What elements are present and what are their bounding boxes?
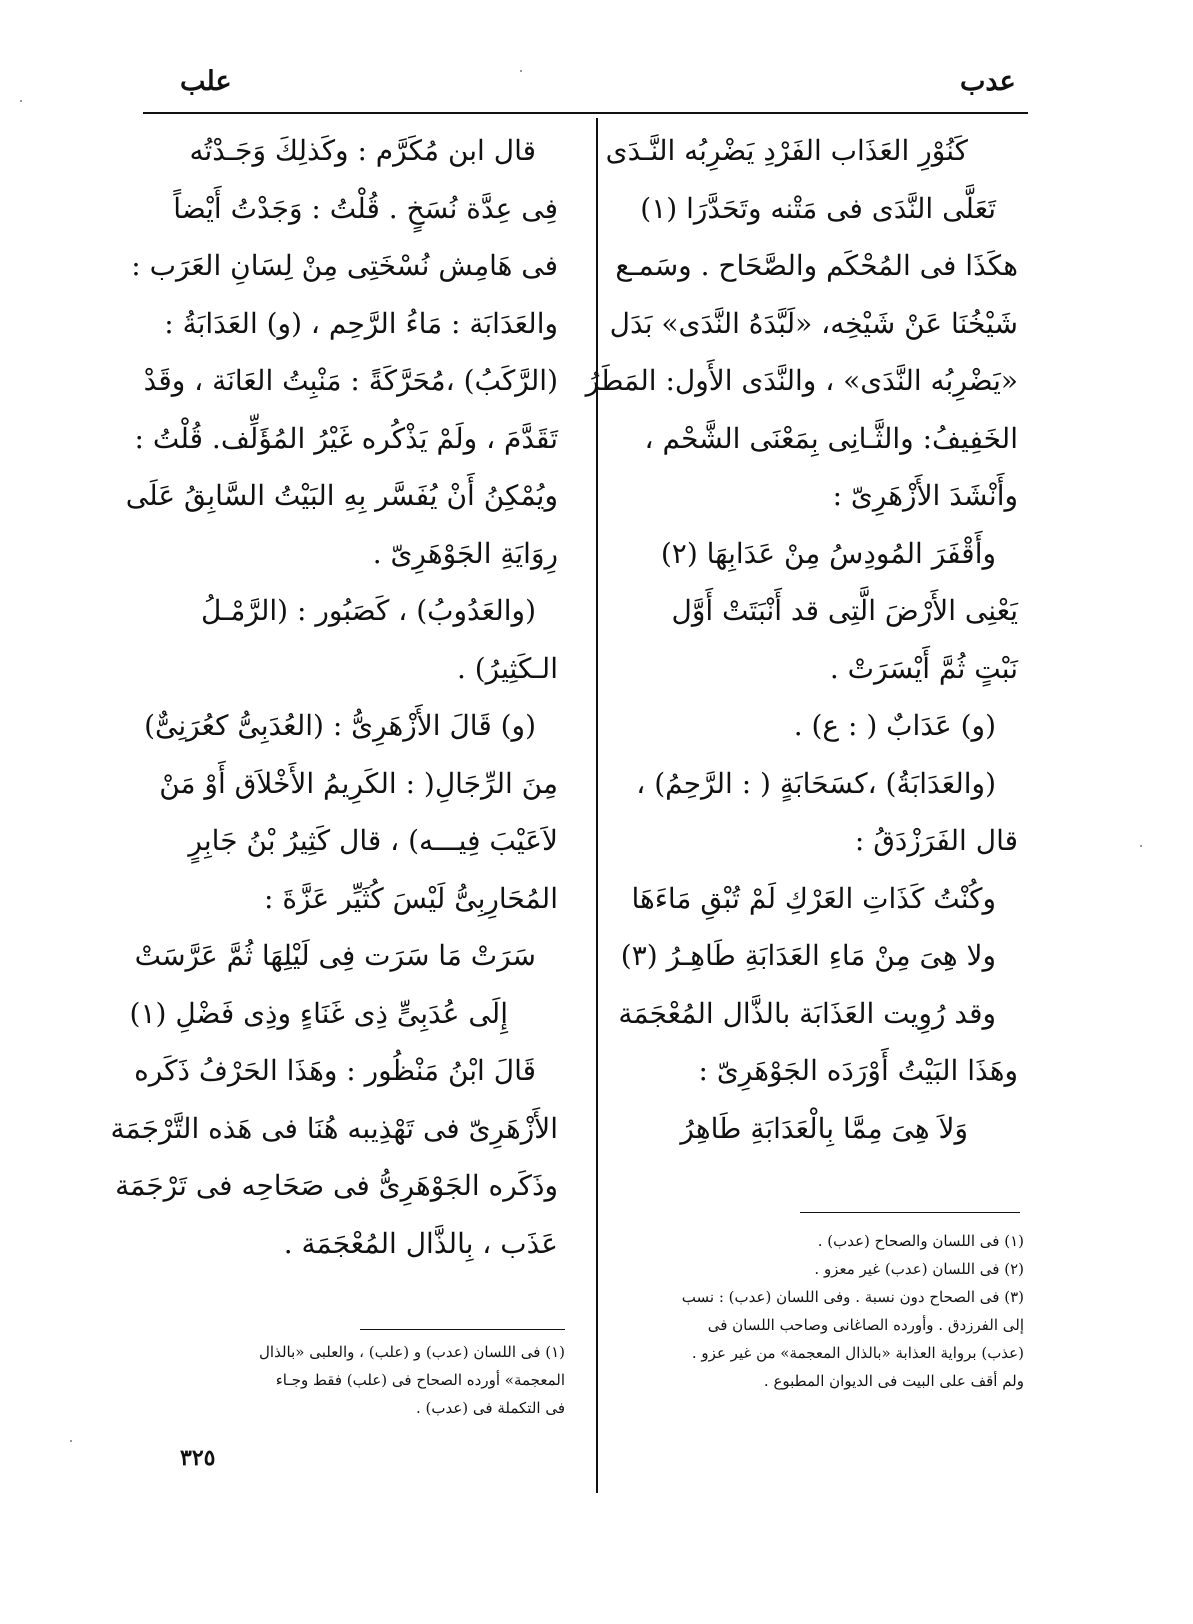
footnote-rule-right	[800, 1212, 1020, 1213]
text-line: نَبْتٍ ثُمَّ أَيْسَرَتْ .	[829, 651, 1018, 685]
text-line: ويُمْكِنُ أَنْ يُفَسَّر بِهِ البَيْتُ السَّابِقُ عَلَى	[125, 479, 558, 512]
scan-speck	[70, 1440, 72, 1442]
header-rule	[143, 112, 1028, 114]
text-line: الأَزْهَرِىّ فى تَهْذِيبه هُنَا فى هَذه التَّرْجَمَة	[110, 1111, 558, 1145]
text-line: عَذَب ، بِالذَّال المُعْجَمَة .	[283, 1226, 558, 1260]
right-column	[585, 122, 1018, 1157]
footnote: (١) فى اللسان (عدب) و (علب) ، والعلبى «بالذال	[259, 1343, 565, 1361]
text-line: فى هَامِش نُسْخَتِى مِنْ لِسَانِ العَرَب :	[131, 249, 558, 282]
entry-line: (و) عَدَابٌ ( : ع) .	[793, 709, 996, 742]
text-line: وهَذَا البَيْتُ أَوْرَدَه الجَوْهَرِىّ :	[698, 1054, 1018, 1087]
footnote-continuation: (عذب) برواية العذابة «بالذال المعجمة» من غير عزو .	[691, 1344, 1024, 1362]
text-line: فِى عِدَّة نُسَخٍ . قُلْتُ : وَجَدْتُ أَيْضاً	[173, 191, 558, 225]
verse-line: إِلَى عُدَبِىٍّ ذِى غَنَاءٍ وذِى فَضْلِ (١)	[129, 996, 508, 1030]
text-line: يَعْنِى الأَرْضَ الَّتِى قد أَنْبَتَتْ أَوَّل	[671, 594, 1018, 627]
text-line: والعَدَابَة : مَاءُ الرَّحِم ، (و) العَدَابَةُ :	[164, 306, 558, 340]
verse-line: تَعَلَّى النَّدَى فى مَتْنه وتَحَدَّرَا (١)	[640, 191, 996, 225]
footnote: (٣) فى الصحاح دون نسبة . وفى اللسان (عدب) : نسب	[681, 1288, 1024, 1306]
running-head-left: علب	[180, 66, 232, 97]
footnote-continuation: المعجمة» أورده الصحاح فى (علب) فقط وجـاء	[275, 1371, 565, 1389]
verse-line: سَرَتْ مَا سَرَت فِى لَيْلِهَا ثُمَّ عَرَّسَتْ	[134, 939, 536, 972]
text-line: وذَكَره الجَوْهَرِىُّ فى صَحَاحِه فى تَرْجَمَة	[115, 1169, 558, 1202]
text-line: شَيْخُنَا عَنْ شَيْخِه، «لَبَّدَهُ النَّدَى» بَدَل	[609, 306, 1018, 340]
running-head-right: عدب	[960, 66, 1016, 97]
text-line: رِوَايَةِ الجَوْهَرِىّ .	[372, 536, 558, 570]
verse-line: وَلاَ هِىَ مِمَّا بِالْعَدَابَةِ طَاهِرُ	[680, 1111, 968, 1145]
footnotes-right	[618, 1227, 1024, 1395]
verse-line: كَنُوْرِ العَذَاب الفَرْدِ يَضْرِبُه النَّـدَى	[605, 134, 968, 167]
footnote-continuation: إلى الفرزدق . وأورده الصاغانى وصاحب اللسان فى	[707, 1316, 1024, 1334]
entry-line: (والعَدُوبُ) ، كَصَبُور : (الرَّمْـلُ	[201, 594, 536, 627]
scan-speck	[1140, 845, 1142, 847]
scan-speck	[520, 70, 522, 72]
footnote: (٢) فى اللسان (عدب) غير معزو .	[814, 1260, 1024, 1278]
text-line: وقد رُوِيت العَذَابَة بالذَّال المُعْجَمَة	[618, 996, 996, 1030]
footnotes-left	[140, 1338, 565, 1422]
footnote-rule-left	[360, 1329, 565, 1330]
text-line: قال الفَرَزْدَقُ :	[854, 824, 1018, 857]
text-line: مِنَ الرِّجَالِ( : الكَرِيمُ الأَخْلاَق أَوْ مَنْ	[159, 766, 558, 800]
footnote-continuation: فى التكملة فى (عدب) .	[415, 1399, 565, 1417]
text-line: وأَنْشَدَ الأَزْهَرِىّ :	[832, 479, 1018, 512]
left-column	[110, 122, 558, 1272]
verse-line: ولا هِىَ مِنْ مَاءِ العَدَابَةِ طَاهِـرُ (٣)	[620, 939, 996, 972]
text-line: تَقَدَّمَ ، ولَمْ يَذْكُره غَيْرُ المُؤَلِّف. قُلْتُ :	[134, 421, 558, 455]
text-line: المُحَارِبِىُّ لَيْسَ كُثَيِّر عَزَّةَ :	[264, 881, 558, 915]
text-line: «يَضْرِبُه النَّدَى» ، والنَّدَى الأَول: المَطَرُ	[585, 364, 1018, 397]
entry-line: (والعَدَابَةُ) ،كسَحَابَةٍ ( : الرَّحِمُ) ،	[636, 766, 996, 800]
text-line: الخَفِيفُ: والثَّـانِى بِمَعْنَى الشَّحْم ،	[644, 421, 1018, 455]
text-line: الـكَثِيرُ) .	[456, 651, 558, 685]
text-line: هكَذَا فى المُحْكَم والصَّحَاح . وسَمـع	[615, 249, 1018, 282]
scan-speck	[20, 100, 22, 102]
text-line: (الرَّكَبُ) ،مُحَرَّكَةً : مَنْبِتُ العَانَة ، وقَدْ	[143, 364, 558, 397]
footnote-continuation: ولم أقف على البيت فى الديوان المطبوع .	[763, 1372, 1024, 1390]
text-line: قَالَ ابْنُ مَنْظُور : وهَذَا الحَرْفُ ذَكَره	[134, 1054, 536, 1087]
column-divider	[596, 118, 598, 1493]
entry-line: (و) قَالَ الأَزْهَرِىُّ : (العُدَبِىُّ كعُرَنِىٌّ)	[144, 709, 536, 742]
page-number: ٣٢٥	[180, 1445, 216, 1471]
verse-line: وكُنْتُ كَذَاتِ العَرْكِ لَمْ تُبْقِ مَاءَهَا	[631, 881, 996, 915]
footnote: (١) فى اللسان والصحاح (عدب) .	[817, 1232, 1024, 1250]
text-line: لاَعَيْبَ فِيـــه) ، قال كَثِيرُ بْنُ جَابِرٍ	[188, 824, 558, 857]
verse-line: وأَقْفَرَ المُودِسُ مِنْ عَدَابِهَا (٢)	[660, 536, 996, 570]
text-line: قال ابن مُكَرَّم : وكَذلِكَ وَجَـدْتُه	[189, 134, 536, 167]
